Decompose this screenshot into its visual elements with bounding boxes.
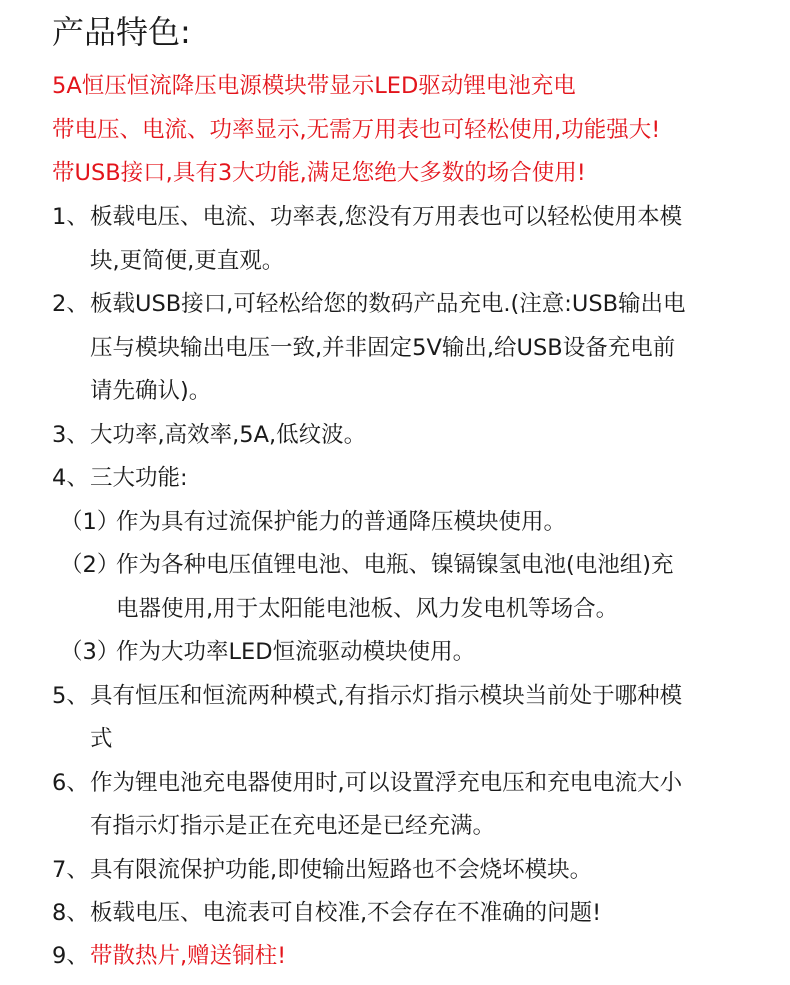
feature-text: 作为锂电池充电器使用时,可以设置浮充电压和充电电流大小 (90, 770, 683, 796)
feature-text: 板载电压、电流、功率表,您没有万用表也可以轻松使用本模 (90, 204, 683, 230)
feature-text: 三大功能: (90, 465, 188, 491)
feature-number: 1、 (52, 204, 89, 230)
feature-text: 板载电压、电流表可自校准,不会存在不准确的问题! (90, 900, 602, 926)
highlight-line: 带电压、电流、功率显示,无需万用表也可轻松使用,功能强大! (52, 117, 661, 143)
feature-number: 3、 (52, 422, 89, 448)
sub-feature-number: （3） (60, 639, 120, 665)
page-title: 产品特色: (52, 13, 191, 51)
feature-number: 6、 (52, 770, 89, 796)
feature-text: 式 (90, 726, 113, 752)
feature-text: 有指示灯指示是正在充电还是已经充满。 (90, 813, 496, 839)
feature-number: 5、 (52, 683, 89, 709)
feature-text: 大功率,高效率,5A,低纹波。 (90, 422, 367, 448)
feature-number: 7、 (52, 857, 89, 883)
sub-feature-text: 作为大功率LED恒流驱动模块使用。 (116, 639, 476, 665)
feature-number: 2、 (52, 291, 89, 317)
sub-feature-number: （1） (60, 509, 120, 535)
sub-feature-text: 电器使用,用于太阳能电池板、风力发电机等场合。 (116, 596, 619, 622)
feature-text-highlight: 带散热片,赠送铜柱! (90, 943, 287, 969)
feature-text: 板载USB接口,可轻松给您的数码产品充电.(注意:USB输出电 (90, 291, 686, 317)
sub-feature-text: 作为具有过流保护能力的普通降压模块使用。 (116, 509, 567, 535)
sub-feature-number: （2） (60, 552, 120, 578)
sub-feature-text: 作为各种电压值锂电池、电瓶、镍镉镍氢电池(电池组)充 (116, 552, 674, 578)
feature-number: 9、 (52, 943, 89, 969)
feature-number: 4、 (52, 465, 89, 491)
highlight-line: 5A恒压恒流降压电源模块带显示LED驱动锂电池充电 (52, 73, 576, 99)
feature-number: 8、 (52, 900, 89, 926)
feature-text: 块,更简便,更直观。 (90, 248, 285, 274)
feature-text: 请先确认)。 (90, 378, 212, 404)
highlight-line: 带USB接口,具有3大功能,满足您绝大多数的场合使用! (52, 160, 586, 186)
feature-text: 具有恒压和恒流两种模式,有指示灯指示模块当前处于哪种模 (90, 683, 683, 709)
feature-text: 具有限流保护功能,即使输出短路也不会烧坏模块。 (90, 857, 593, 883)
feature-text: 压与模块输出电压一致,并非固定5V输出,给USB设备充电前 (90, 335, 676, 361)
